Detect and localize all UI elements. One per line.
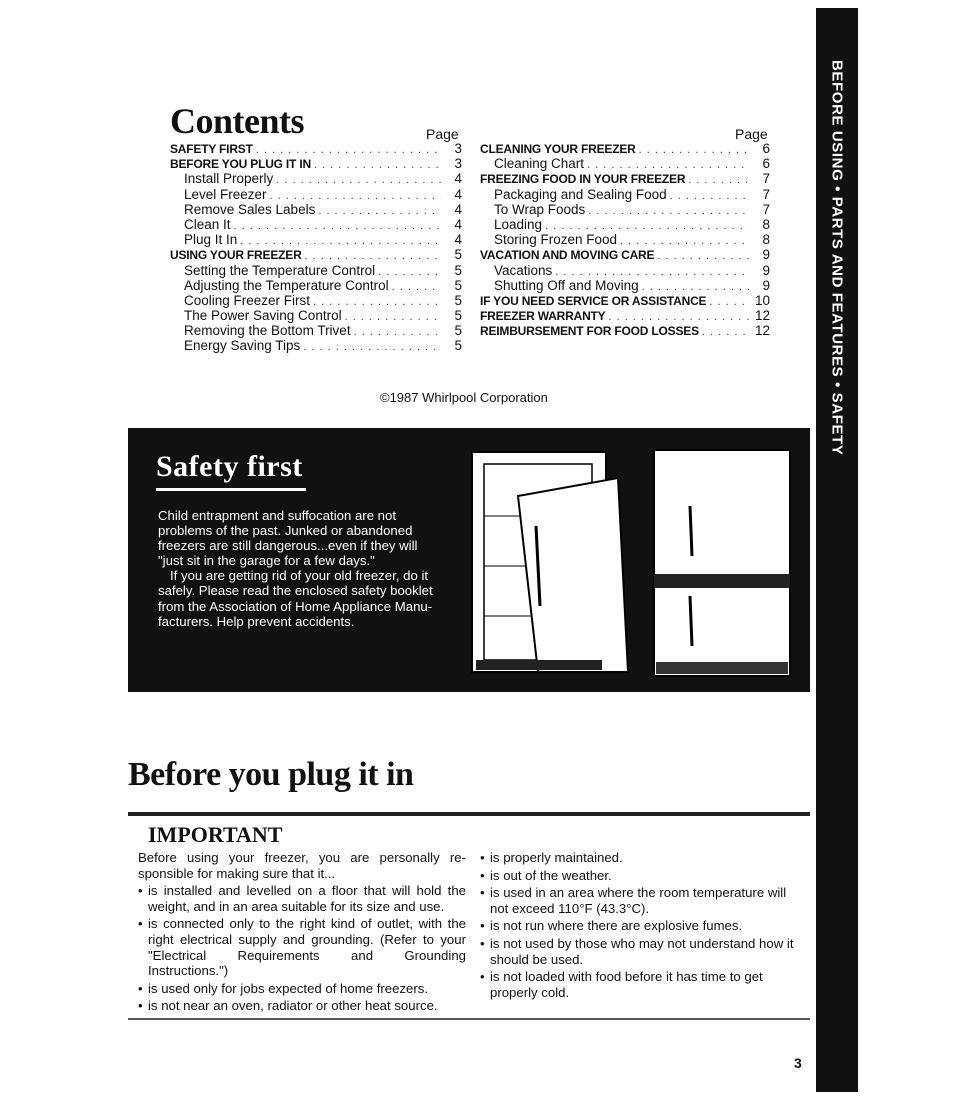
toc-entry <box>480 323 770 338</box>
toc-leader-dots <box>657 249 749 264</box>
toc-entry-label: Removing the Bottom Trivet <box>184 323 351 339</box>
toc-leader-dots <box>276 173 441 188</box>
toc-entry-label: Adjusting the Temperature Control <box>184 277 389 293</box>
toc-entry-page: 4 <box>454 171 462 187</box>
toc-entry-label: CLEANING YOUR FREEZER <box>480 142 636 156</box>
toc-leader-dots <box>688 173 749 188</box>
important-heading: IMPORTANT <box>148 822 283 847</box>
important-left-column <box>138 850 466 1016</box>
toc-entry-label: REIMBURSEMENT FOR FOOD LOSSES <box>480 324 699 339</box>
toc-entry-label: Shutting Off and Moving <box>494 277 639 293</box>
toc-entry <box>480 308 770 323</box>
toc-entry <box>170 187 462 202</box>
left-bullet-list <box>138 883 466 1014</box>
toc-leader-dots <box>392 280 441 295</box>
toc-entry-page: 6 <box>762 156 770 172</box>
before-plug-title: Before you plug it in <box>128 756 414 793</box>
toc-entry <box>480 247 770 262</box>
bullet-item: • is properly maintained. <box>480 850 802 866</box>
bullet-item: • is not near an oven, radiator or other heat source. <box>138 998 466 1014</box>
toc-entry-label: Clean It <box>184 216 231 232</box>
page-column-header-left: Page <box>426 126 459 142</box>
contents-title: Contents <box>170 101 305 141</box>
toc-entry-page: 7 <box>762 186 770 202</box>
toc-entry-page: 5 <box>454 323 462 339</box>
toc-entry-label: Plug It In <box>184 232 238 248</box>
refrigerator-freezer-drawing <box>654 450 790 676</box>
toc-entry-label: USING YOUR FREEZER <box>170 248 302 263</box>
bullet-item: • is not run where there are explosive fumes. <box>480 918 802 934</box>
safety-title: Safety first <box>156 450 303 483</box>
toc-entry-page: 5 <box>454 292 462 308</box>
safety-first-panel <box>128 428 810 692</box>
toc-leader-dots <box>608 310 749 325</box>
toc-entry-label: To Wrap Foods <box>494 201 586 217</box>
bullet-item: • is used in an area where the room temperature will not exceed 110°F (43.3°C). <box>480 885 802 916</box>
bullet-item: • is connected only to the right kind of outlet, with the right electrical supply and grounding. (Refer to your "Electrical Requirements and Grounding Instructions.") <box>138 916 466 978</box>
toc-entry-label: Setting the Temperature Control <box>184 262 376 278</box>
toc-entry-page: 4 <box>454 201 462 217</box>
safety-body <box>158 508 438 629</box>
toc-entry-label: Level Freezer <box>184 186 267 202</box>
important-right-column <box>480 850 802 1002</box>
toc-entry-page: 6 <box>762 141 770 156</box>
toc-entry <box>170 247 462 262</box>
toc-entry <box>170 278 462 293</box>
toc-entry-label: SAFETY FIRST <box>170 142 253 156</box>
toc-entry-label: Loading <box>494 216 543 232</box>
toc-entry <box>480 217 770 232</box>
toc-leader-dots <box>240 234 441 249</box>
section-rule <box>128 812 810 816</box>
toc-entry-page: 8 <box>762 232 770 248</box>
toc-entry-page: 7 <box>762 201 770 217</box>
upright-freezer-drawing <box>472 452 628 672</box>
toc-entry <box>170 338 462 353</box>
toc-entry-label: Storing Frozen Food <box>494 232 618 248</box>
toc-entry-page: 5 <box>454 308 462 324</box>
toc-entry <box>170 202 462 217</box>
toc-entry-page: 9 <box>762 247 770 263</box>
toc-entry-label: Cooling Freezer First <box>184 292 311 308</box>
toc-entry-page: 10 <box>754 292 770 308</box>
toc-entry-page: 8 <box>762 216 770 232</box>
bullet-item: • is used only for jobs expected of home freezers. <box>138 981 466 997</box>
toc-entry-page: 4 <box>454 232 462 248</box>
toc-entry <box>170 156 462 171</box>
toc-leader-dots <box>303 340 441 355</box>
toc-entry-label: Packaging and Sealing Food <box>494 186 667 202</box>
toc-entry-label: VACATION AND MOVING CARE <box>480 248 655 263</box>
safety-paragraph-1: Child entrapment and suffocation are not problems of the past. Junked or abandoned freezers are still dangerous...even if they will "just sit in the garage for a few days." <box>158 508 418 569</box>
toc-entry-page: 7 <box>762 171 770 187</box>
toc-entry-page: 12 <box>754 308 770 324</box>
section-side-tab <box>816 8 858 1092</box>
toc-leader-dots <box>234 219 441 234</box>
toc-entry-page: 9 <box>762 277 770 293</box>
toc-entry-label: BEFORE YOU PLUG IT IN <box>170 157 311 172</box>
page-number: 3 <box>794 1055 802 1071</box>
toc-entry <box>170 217 462 232</box>
toc-entry-label: Vacations <box>494 262 553 278</box>
toc-leader-dots <box>587 158 749 173</box>
toc-entry <box>170 293 462 308</box>
toc-entry <box>170 323 462 338</box>
important-intro: Before using your freezer, you are personally responsible for making sure that it... <box>138 850 466 881</box>
toc-entry-page: 4 <box>454 216 462 232</box>
copyright-notice: ©1987 Whirlpool Corporation <box>380 390 548 405</box>
toc-leader-dots <box>620 234 749 249</box>
right-bullet-list <box>480 850 802 1000</box>
toc-entry-page: 5 <box>454 277 462 293</box>
toc-entry <box>480 187 770 202</box>
toc-leader-dots <box>588 204 749 219</box>
side-tab-label: BEFORE USING • PARTS AND FEATURES • SAFETY <box>828 60 846 456</box>
toc-entry <box>170 171 462 186</box>
toc-left-column <box>170 141 462 354</box>
toc-entry-label: Install Properly <box>184 171 274 187</box>
toc-entry <box>170 232 462 247</box>
toc-entry <box>170 308 462 323</box>
toc-entry-page: 3 <box>454 156 462 172</box>
toc-entry <box>480 263 770 278</box>
toc-leader-dots <box>639 143 749 158</box>
toc-entry <box>170 263 462 278</box>
toc-entry-label: IF YOU NEED SERVICE OR ASSISTANCE <box>480 293 707 308</box>
toc-entry-page: 9 <box>762 262 770 278</box>
bottom-rule <box>128 1018 810 1020</box>
bullet-item: • is installed and levelled on a floor that will hold the weight, and in an area suitable for its size and use. <box>138 883 466 914</box>
toc-leader-dots <box>709 295 749 310</box>
toc-leader-dots <box>354 325 441 340</box>
safety-paragraph-2: If you are getting rid of your old freezer, do it safely. Please read the enclosed safety booklet from the Association of Home Appliance Manufacturers. Help prevent accidents. <box>158 568 433 629</box>
toc-leader-dots <box>256 143 441 158</box>
toc-leader-dots <box>318 204 441 219</box>
toc-entry <box>480 278 770 293</box>
toc-entry <box>480 202 770 217</box>
toc-entry <box>170 141 462 156</box>
toc-entry <box>480 171 770 186</box>
toc-entry-label: The Power Saving Control <box>184 308 342 324</box>
toc-entry-page: 3 <box>454 141 462 156</box>
toc-entry-page: 12 <box>754 323 770 339</box>
page-column-header-right: Page <box>735 126 768 142</box>
toc-entry <box>480 293 770 308</box>
toc-entry-page: 5 <box>454 247 462 263</box>
toc-leader-dots <box>670 189 749 204</box>
toc-leader-dots <box>314 158 441 173</box>
toc-entry-label: FREEZING FOOD IN YOUR FREEZER <box>480 172 686 187</box>
toc-entry-page: 4 <box>454 186 462 202</box>
toc-entry <box>480 156 770 171</box>
toc-entry-label: Cleaning Chart <box>494 156 585 172</box>
toc-leader-dots <box>642 280 749 295</box>
freezer-illustration <box>468 446 798 681</box>
toc-leader-dots <box>345 310 441 325</box>
toc-entry <box>480 141 770 156</box>
toc-right-column <box>480 141 770 338</box>
safety-title-underline <box>156 488 306 491</box>
toc-leader-dots <box>702 325 749 340</box>
toc-entry-page: 5 <box>454 262 462 278</box>
toc-entry-label: FREEZER WARRANTY <box>480 309 606 324</box>
toc-entry-label: Energy Saving Tips <box>184 338 301 354</box>
toc-entry-page: 5 <box>454 338 462 354</box>
bullet-item: • is not loaded with food before it has time to get properly cold. <box>480 969 802 1000</box>
bullet-item: • is not used by those who may not understand how it should be used. <box>480 936 802 967</box>
toc-entry-label: Remove Sales Labels <box>184 201 316 217</box>
toc-entry <box>480 232 770 247</box>
bullet-item: • is out of the weather. <box>480 868 802 884</box>
